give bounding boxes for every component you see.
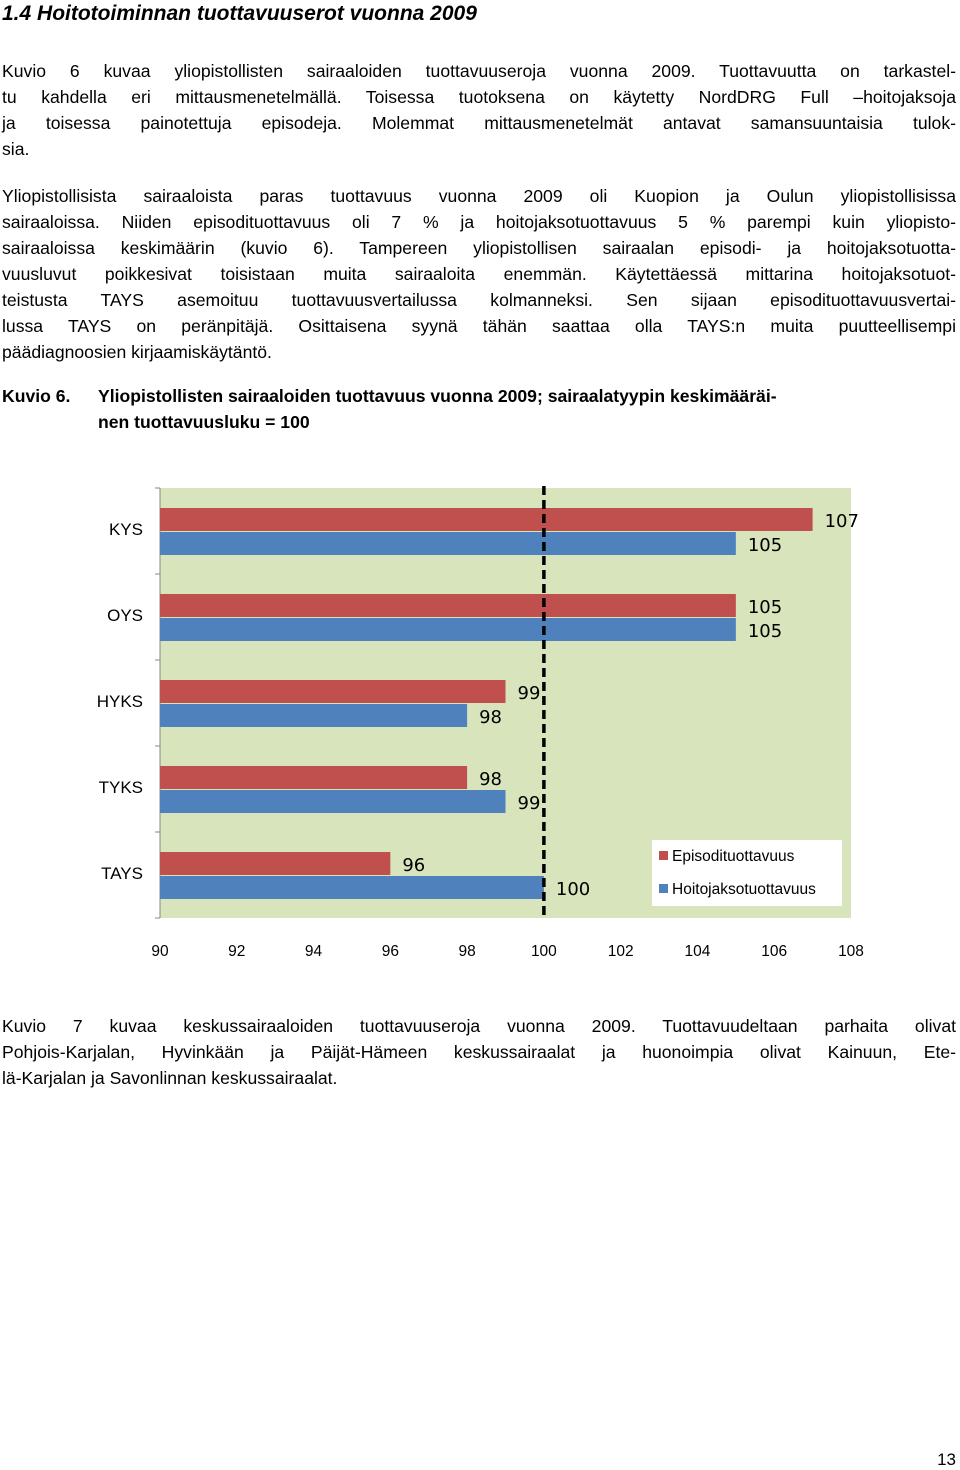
figure-number: Kuvio 6. (2, 386, 71, 406)
category-label: KYS (108, 520, 143, 539)
paragraph-line: tu kahdella eri mittausmenetelmällä. Toisessa tuotoksena on käytetty NordDRG Full –hoitojaksoja (2, 87, 956, 107)
data-label-hoitojakso: 98 (479, 707, 503, 728)
x-tick-label: 104 (684, 943, 711, 960)
paragraph-line: sairaaloissa. Niiden episodituottavuus oli 7 % ja hoitojaksotuottavuus 5 % parempi kuin yliopisto- (2, 212, 956, 232)
caption-line: Yliopistollisten sairaaloiden tuottavuus vuonna 2009; sairaalatyypin keskimääräi- (98, 386, 777, 406)
legend-swatch-hoitojakso (659, 884, 668, 893)
bar-hoitojakso (160, 618, 736, 641)
x-tick-label: 92 (228, 943, 246, 960)
x-tick-label: 102 (607, 943, 634, 960)
data-label-hoitojakso: 105 (747, 535, 783, 556)
paragraph-line: Yliopistollisista sairaaloista paras tuottavuus vuonna 2009 oli Kuopion ja Oulun yliopistollisissa (2, 186, 956, 206)
bar-episodi (160, 594, 736, 617)
x-tick-label: 96 (381, 943, 399, 960)
data-label-episodi: 98 (479, 769, 503, 790)
x-tick-label: 106 (761, 943, 788, 960)
legend-label-episodi: Episodituottavuus (672, 848, 795, 865)
bar-hoitojakso (160, 704, 467, 727)
x-tick-label: 94 (304, 943, 323, 960)
bar-hoitojakso (160, 790, 506, 813)
bar-episodi (160, 508, 813, 531)
page-number: 13 (937, 1450, 956, 1469)
paragraph-line: Pohjois-Karjalan, Hyvinkään ja Päijät-Hämeen keskussairaalat ja huonoimpia olivat Kainuun, Ete- (2, 1042, 956, 1062)
productivity-bar-chart (0, 470, 960, 970)
category-label: TYKS (98, 778, 143, 797)
x-tick-label: 108 (838, 943, 864, 960)
paragraph-line: sairaaloissa keskimäärin (kuvio 6). Tampereen yliopistollisen sairaalan episodi- ja hoitojaksotuotta- (2, 238, 956, 258)
intro-paragraph (2, 58, 956, 162)
legend-label-hoitojakso: Hoitojaksotuottavuus (672, 881, 816, 898)
caption-line: nen tuottavuusluku = 100 (98, 412, 310, 432)
data-label-hoitojakso: 99 (517, 793, 541, 814)
paragraph-line: lä-Karjalan ja Savonlinnan keskussairaalat. (2, 1068, 338, 1088)
category-label: OYS (107, 606, 143, 625)
legend-swatch-episodi (659, 851, 668, 860)
x-tick-label: 90 (151, 943, 169, 960)
results-paragraph (2, 183, 956, 365)
data-label-episodi: 107 (824, 511, 859, 532)
paragraph-line: vuusluvut poikkesivat toisistaan muita sairaaloita enemmän. Käytettäessä mittarina hoitojaksotuot- (2, 264, 956, 284)
data-label-hoitojakso: 105 (747, 621, 783, 642)
data-label-episodi: 96 (402, 855, 426, 876)
followup-paragraph (2, 1013, 956, 1091)
bar-episodi (160, 766, 467, 789)
figure-caption (2, 383, 956, 435)
paragraph-line: teistusta TAYS asemoituu tuottavuusvertailussa kolmanneksi. Sen sijaan episodituottavuusvertai- (2, 290, 956, 310)
paragraph-line: päädiagnoosien kirjaamiskäytäntö. (2, 342, 272, 362)
bar-episodi (160, 680, 506, 703)
bar-hoitojakso (160, 532, 736, 555)
data-label-episodi: 99 (517, 683, 541, 704)
section-heading: 1.4 Hoitotoiminnan tuottavuuserot vuonna 2009 (2, 2, 477, 25)
category-label: TAYS (101, 864, 143, 883)
bar-hoitojakso (160, 876, 544, 899)
x-tick-label: 98 (458, 943, 476, 960)
category-label: HYKS (96, 692, 143, 711)
x-tick-label: 100 (530, 943, 557, 960)
paragraph-line: lussa TAYS on peränpitäjä. Osittaisena syynä tähän saattaa olla TAYS:n muita puutteellisempi (2, 316, 956, 336)
data-label-episodi: 105 (747, 597, 783, 618)
data-label-hoitojakso: 100 (555, 879, 591, 900)
paragraph-line: ja toisessa painotettuja episodeja. Molemmat mittausmenetelmät antavat samansuuntaisia tulok- (2, 113, 956, 133)
paragraph-line: sia. (2, 139, 30, 159)
paragraph-line: Kuvio 6 kuvaa yliopistollisten sairaaloiden tuottavuuseroja vuonna 2009. Tuottavuutta on tarkastel- (2, 61, 956, 81)
bar-episodi (160, 852, 390, 875)
paragraph-line: Kuvio 7 kuvaa keskussairaaloiden tuottavuuseroja vuonna 2009. Tuottavuudeltaan parhaita olivat (2, 1016, 956, 1036)
